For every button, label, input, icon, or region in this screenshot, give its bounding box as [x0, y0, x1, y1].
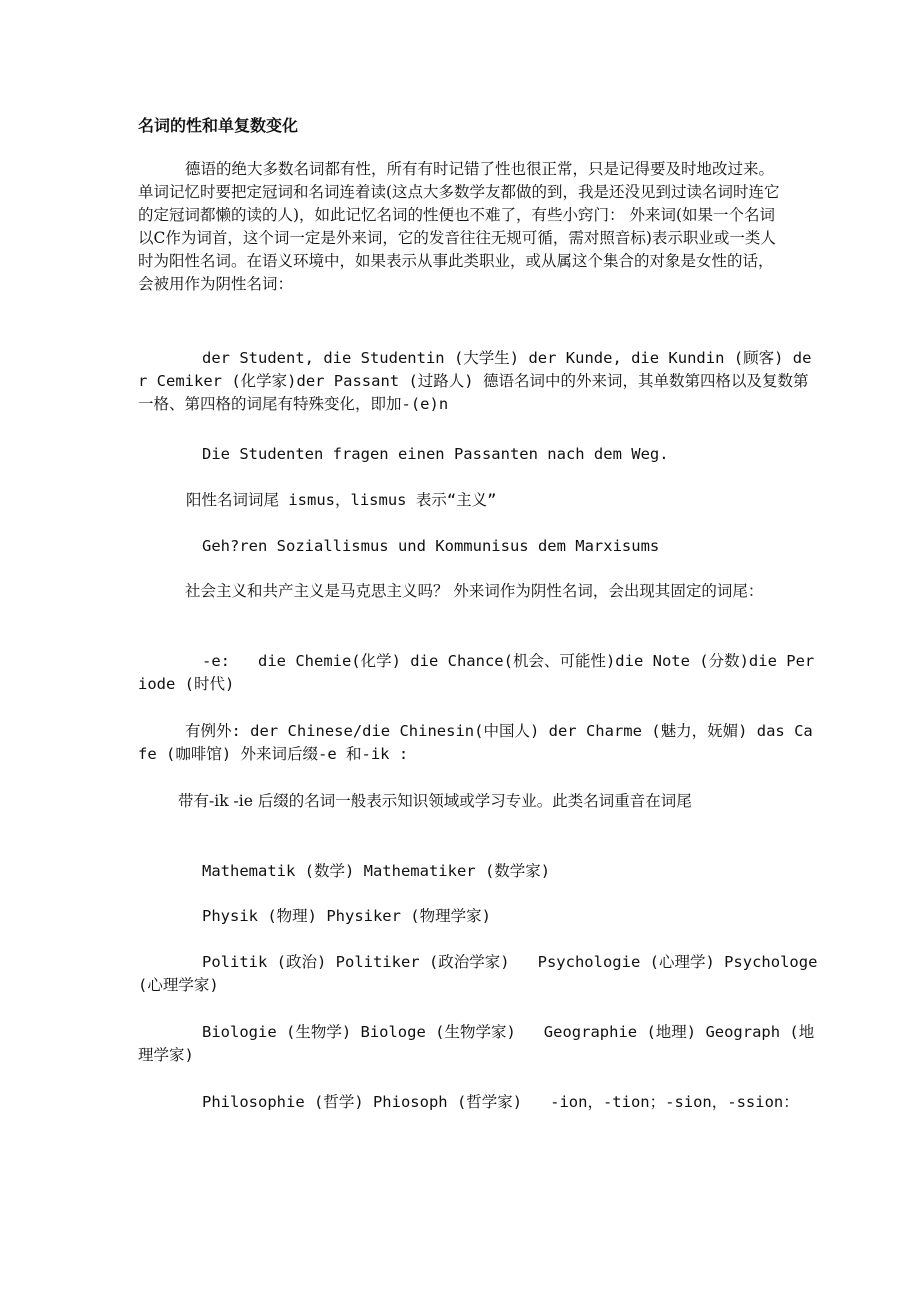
- example-politik-psychologie: Politik (政治) Politiker (政治学家) Psychologie (心理学) Psychologe (心理学家): [138, 953, 827, 994]
- example-physik: Physik (物理) Physiker (物理学家): [202, 907, 491, 925]
- ismus-heading-paragraph: 阳性名词词尾 ismus，lismus 表示“主义”: [186, 491, 497, 509]
- feminine-foreign-words-paragraph: 社会主义和共产主义是马克思主义吗？ 外来词作为阴性名词，会出现其固定的词尾：: [185, 582, 764, 600]
- exceptions-paragraph: 有例外: der Chinese/die Chinesin(中国人) der Charme (魅力，妩媚) das Cafe (咖啡馆) 外来词后缀-e 和-ik :: [138, 722, 813, 763]
- example-paragraph-students: der Student, die Studentin (大学生) der Kunde, die Kundin (顾客) der Cemiker (化学家)der Passant (过路人) 德语名词中的外来词，其单数第四格以及复数第一格、第四格的词尾有特殊变化，即加-(e)n: [138, 349, 812, 413]
- example-mathematik: Mathematik (数学) Mathematiker (数学家): [202, 862, 551, 880]
- example-philosophie-suffixes: Philosophie (哲学) Phiosoph (哲学家) -ion，-tion；-sion，-ssion：: [202, 1093, 799, 1111]
- page-title: 名词的性和单复数变化: [138, 116, 299, 135]
- ik-ie-suffix-paragraph: 带有-ik -ie 后缀的名词一般表示知识领域或学习专业。此类名词重音在词尾: [178, 792, 692, 810]
- intro-paragraph: 德语的绝大多数名词都有性，所有有时记错了性也很正常，只是记得要及时地改过来。单词记忆时要把定冠词和名词连着读(这点大多数学友都做的到，我是还没见到过读名词时连它的定冠词都懒的读的人)，如此记忆名词的性便也不难了，有些小窍门： 外来词(如果一个名词以C作为词首，这个词一定是外来词，它的发音往往无规可循，需对照音标)表示职业或一类人时为阳性名词。在语义环境中，如果表示从事此类职业，或从属这个集合的对象是女性的话，会被用作为阴性名词：: [138, 160, 780, 293]
- example-sentence-students: Die Studenten fragen einen Passanten nach dem Weg.: [202, 445, 669, 463]
- example-biologie-geographie: Biologie (生物学) Biologe (生物学家) Geographie (地理) Geograph (地理学家): [138, 1023, 815, 1064]
- suffix-e-examples: -e: die Chemie(化学) die Chance(机会、可能性)die Note (分数)die Periode (时代): [138, 652, 815, 693]
- example-sentence-marxism: Geh?ren Soziallismus und Kommunisus dem Marxisums: [202, 537, 660, 555]
